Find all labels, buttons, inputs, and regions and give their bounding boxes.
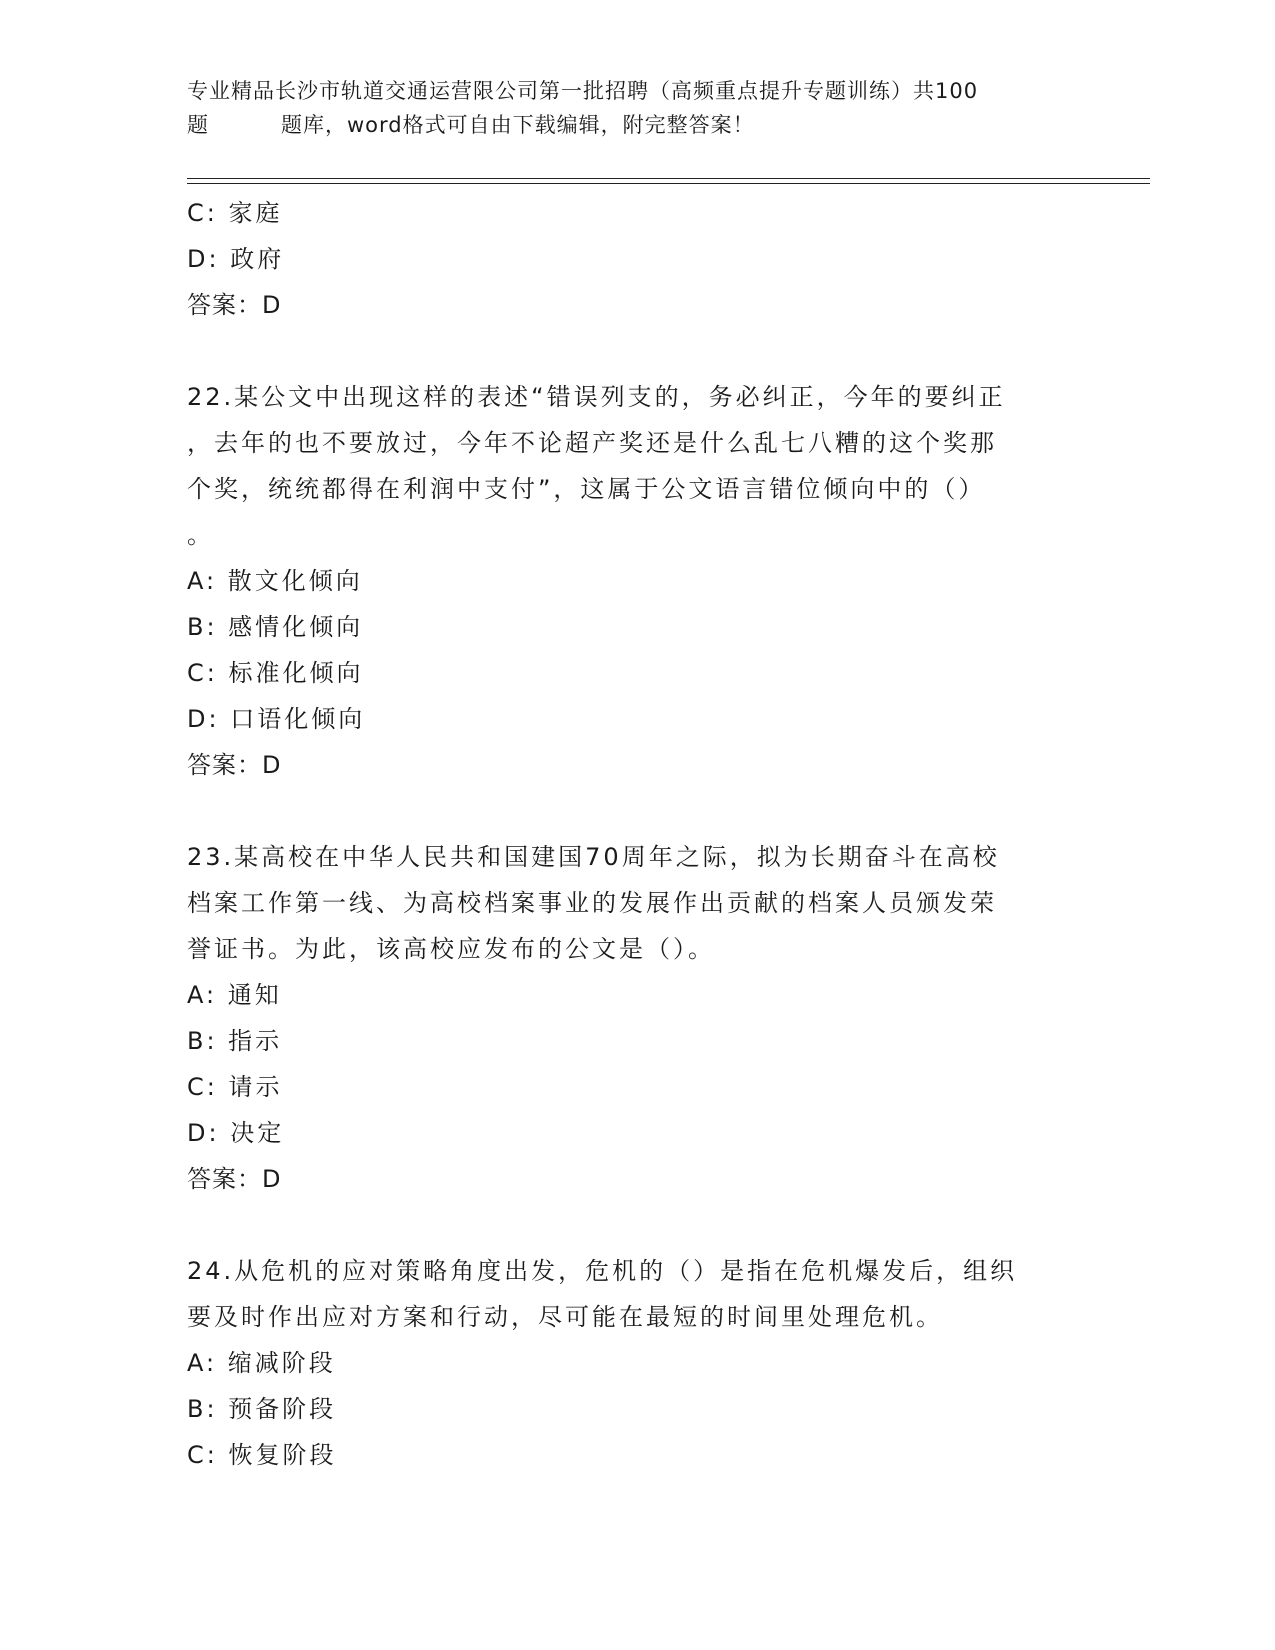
option-c: C: 恢复阶段 [187,1441,337,1469]
question-stem-line: 22.某公文中出现这样的表述“错误列支的，务必纠正，今年的要纠正 [187,383,1006,411]
question-stem-22 [187,374,1107,558]
question-stem-line: 誉证书。为此，该高校应发布的公文是（）。 [187,935,715,963]
option-b: B: 预备阶段 [187,1395,337,1423]
question-stem-line: 档案工作第一线、为高校档案事业的发展作出贡献的档案人员颁发荣 [187,889,997,917]
question-stem-line: ，去年的也不要放过，今年不论超产奖还是什么乱七八糟的这个奖那 [187,429,997,457]
answer-text: 答案：D [187,1165,282,1193]
option-b: B: 指示 [187,1027,283,1055]
option-d: D: 决定 [187,1119,285,1147]
answer-text: 答案：D [187,751,282,779]
question-stem-line: 。 [187,521,214,549]
question-content [187,190,1107,1478]
option-text: D: 政府 [187,245,285,273]
question-stem-24 [187,1248,1107,1340]
header-divider-bottom [187,183,1150,184]
answer-text: 答案：D [187,291,282,319]
option-a: A: 散文化倾向 [187,567,363,595]
option-c: C: 标准化倾向 [187,659,364,687]
question-stem-line: 23.某高校在中华人民共和国建国70周年之际，拟为长期奋斗在高校 [187,843,1000,871]
question-stem-line: 要及时作出应对方案和行动，尽可能在最短的时间里处理危机。 [187,1303,943,1331]
header-title-line-2 [187,108,1087,142]
header-title-line-2b: 题库，word格式可自由下载编辑，附完整答案！ [281,113,755,137]
header-title-line-1: 专业精品长沙市轨道交通运营限公司第一批招聘（高频重点提升专题训练）共100 [187,79,979,103]
option-a: A: 缩减阶段 [187,1349,336,1377]
header-divider-top [187,178,1150,179]
option-a: A: 通知 [187,981,282,1009]
option-text: C: 家庭 [187,199,283,227]
option-c: C: 请示 [187,1073,283,1101]
page-header [187,74,1087,142]
question-stem-23 [187,834,1107,972]
option-b: B: 感情化倾向 [187,613,364,641]
question-stem-line: 个奖，统统都得在利润中支付”，这属于公文语言错位倾向中的（） [187,475,986,503]
question-stem-line: 24.从危机的应对策略角度出发，危机的（）是指在危机爆发后，组织 [187,1257,1018,1285]
header-title-line-2a: 题 [187,113,209,137]
option-d: D: 口语化倾向 [187,705,366,733]
